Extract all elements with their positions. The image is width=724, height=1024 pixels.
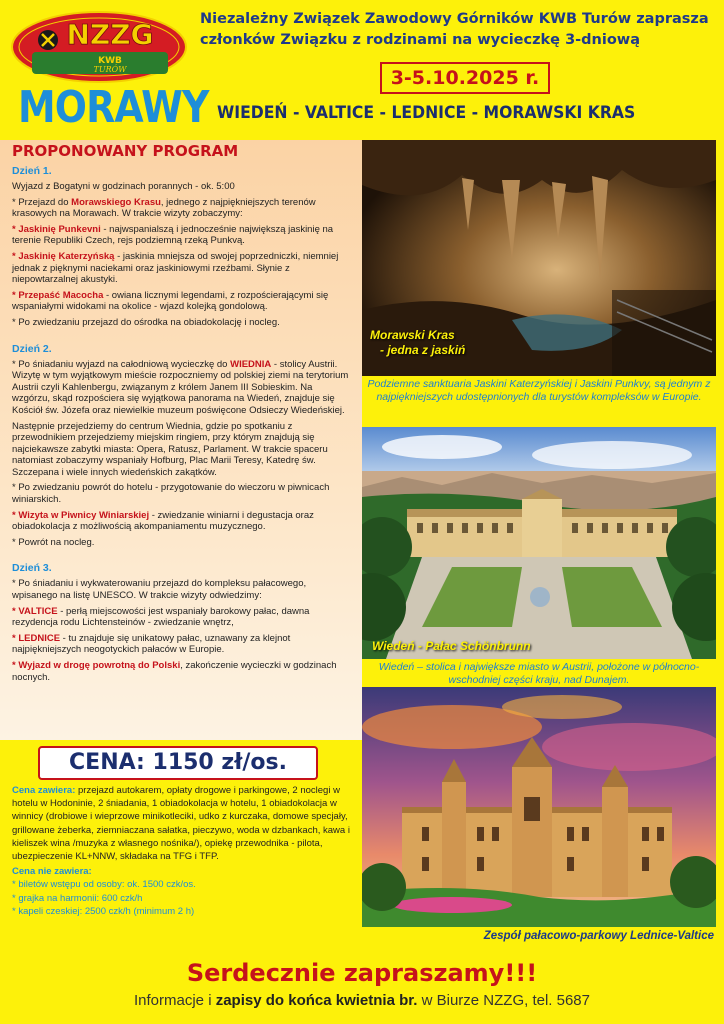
schonbrunn-overlay-label: Wiedeń - Pałac Schönbrunn [372,639,531,653]
footer-title: Serdecznie zapraszamy!!! [186,959,538,987]
org-line-2: członków Związku z rodzinami na wycieczkę 3-dniową [200,32,640,48]
lednice-photo [362,687,716,927]
price-excludes-item: * biletów wstępu od osoby: ok. 1500 czk/os. [12,879,196,891]
program-panel [0,140,362,740]
day-2-return: * Powrót na nocleg. [12,536,95,548]
day-2-heading: Dzień 2. [12,342,52,355]
price-excludes-item: * grajka na harmonii: 600 czk/h [12,892,143,904]
org-line-1: Niezależny Związek Zawodowy Górników KWB Turów zaprasza [200,11,709,27]
day-1-kras: * Przejazd do Morawskiego Krasu, jednego z najpiękniejszych terenów krasowych na Morawach. W trakcie wizyty zobaczymy: [12,196,316,220]
day-3-return: * Wyjazd w drogę powrotną do Polski, zakończenie wycieczki w godzinach nocnych. [12,660,337,683]
nzzg-logo [10,10,188,84]
logo-sub1: KWB [98,56,122,66]
program-title: PROPONOWANY PROGRAM [12,142,239,160]
price-includes: Cena zawiera: przejazd autokarem, opłaty drogowe i parkingowe, 2 noclegi w hotelu w Hodoninie, 2 śniadania, 1 obiadokolacja w hotelu, 1 obiadokolacja w winnicy (drobiowe i wieprzowe minikotleciki, udko z kurczaka, domowe specjały, grillowane żeberka, ziemniaczana sałatka, pieczywo, woda w dzbankach, kawa i kieliszek wina /muzyka z własnego nośnika/), opiekę przewodnika - pilota, ubezpieczenie KL+NNW, składaka na TFG i TFP. [12,785,350,863]
day-1-punkevni: * Jaskinię Punkevni - najwspanialszą i jednocześnie największą jaskinię na terenie Republiki Czech, rejs podziemną rzeką Punkvą. [12,223,334,247]
price-details [12,784,357,918]
organization-invitation [200,9,720,51]
price-label: CENA: 1150 zł/os. [38,746,318,780]
footer [0,952,724,1024]
schonbrunn-photo [362,427,716,659]
day-1-heading: Dzień 1. [12,165,52,177]
cave-overlay-label: Morawski Kras - jedna z jaskiń [370,328,466,357]
cave-photo [362,140,716,376]
day-1-macocha: * Przepaść Macocha - owiana licznymi legendami, z rozpościerającymi się wspaniałymi widokami na okolice - wjazd kolejką gondolową. [12,289,329,313]
day-1-katerzynska: * Jaskinię Katerzyńską - jaskinia mniejsza od swojej poprzedniczki, niemniej jednak z pięknymi naciekami oraz jaskiniowymi rzeźbami. Słynie z niepowtarzalnej akustyki. [12,250,339,286]
day-3-lednice: * LEDNICE - tu znajduje się unikatowy pałac, uznawany za klejnot najpiękniejszych neogotyckich pałaców w Europie. [12,632,291,656]
route-line: WIEDEŃ - VALTICE - LEDNICE - MORAWSKI KRAS [217,103,636,123]
price-excludes-label: Cena nie zawiera: [12,866,92,878]
hammer-pick-icon [38,30,58,50]
footer-info: Informacje i zapisy do końca kwietnia br. w Biurze NZZG, tel. 5687 [134,992,590,1009]
price-excludes-item: * kapeli czeskiej: 2500 czk/h (minimum 2 h) [12,905,195,917]
day-3-valtice: * VALTICE - perłą miejscowości jest wspaniały barokowy pałac, dawna rezydencja rodu Lichtensteinów - zwiedzanie wnętrz, [12,605,310,629]
lednice-caption: Zespół pałacowo-parkowy Lednice-Valtice [483,930,714,942]
vienna-caption: Wiedeń – stolica i największe miasto w Austrii, położone w północno-wschodniej części kraju, nad Dunajem. [378,661,700,686]
schonbrunn-illustration [362,427,716,659]
day-2-center: Następnie przejedziemy do centrum Wiednia, gdzie po spotkaniu z przewodnikiem przejedziemy miejskim ringiem, przy którym znajdują się najciekawsze zabytki miasta: Opera, Ratusz, Parlament. W trakcie spaceru natomiast zobaczymy wspaniały Hofburg, Plac Marii Teresy, Katedrę św. Szczepana i wiele innych wiedeńskich zakątków. [12,420,328,478]
lednice-illustration [362,687,716,927]
day-1-return: * Po zwiedzaniu przejazd do ośrodka na obiadokolację i nocleg. [12,316,280,328]
cave-caption: Podziemne sanktuaria Jaskini Katerzyńskiej i Jaskini Punkvy, są jednym z najpiękniejszych udostępnionych dla turystów kompleksów w Europie. [367,378,711,403]
header [0,0,724,140]
price-panel [0,740,362,950]
logo-sub2: TURÓW [93,65,127,74]
trip-dates: 3-5.10.2025 r. [380,62,550,94]
day-2-winery: * Wizyta w Piwnicy Winiarskiej - zwiedzanie winiarni i degustacja oraz obiadokolacja z możliwością akompaniamentu muzycznego. [12,509,314,533]
day-3-heading: Dzień 3. [12,562,52,575]
day-2-hotel: * Po zwiedzaniu powrót do hotelu - przygotowanie do wieczoru w piwnicach winiarskich. [12,482,330,506]
logo-text: NZZG [66,18,154,51]
day-1-departure: Wyjazd z Bogatyni w godzinach porannych - ok. 5:00 [12,181,235,192]
day-3-unesco: * Po śniadaniu i wykwaterowaniu przejazd do kompleksu pałacowego, wpisanego na listę UNESCO. W trakcie wizyty odwiedzimy: [12,578,307,602]
day-2-vienna: * Po śniadaniu wyjazd na całodniową wycieczkę do WIEDNIA - stolicy Austrii. Wizytę w tym wyjątkowym mieście rozpoczniemy od polskiej ziemi na terytorium Austrii czyli Kahlenbergu, związanym z królem Janem III Sobieskim. Na wzgórzu, skąd rozpościera się wyjątkowa panorama na Wiedeń, znajduje się Kościół św. Józefa oraz niewielkie muzeum poświęcone Odsieczy Wiedeńskiej. [12,358,349,416]
destination-title: MORAWY [18,82,209,133]
